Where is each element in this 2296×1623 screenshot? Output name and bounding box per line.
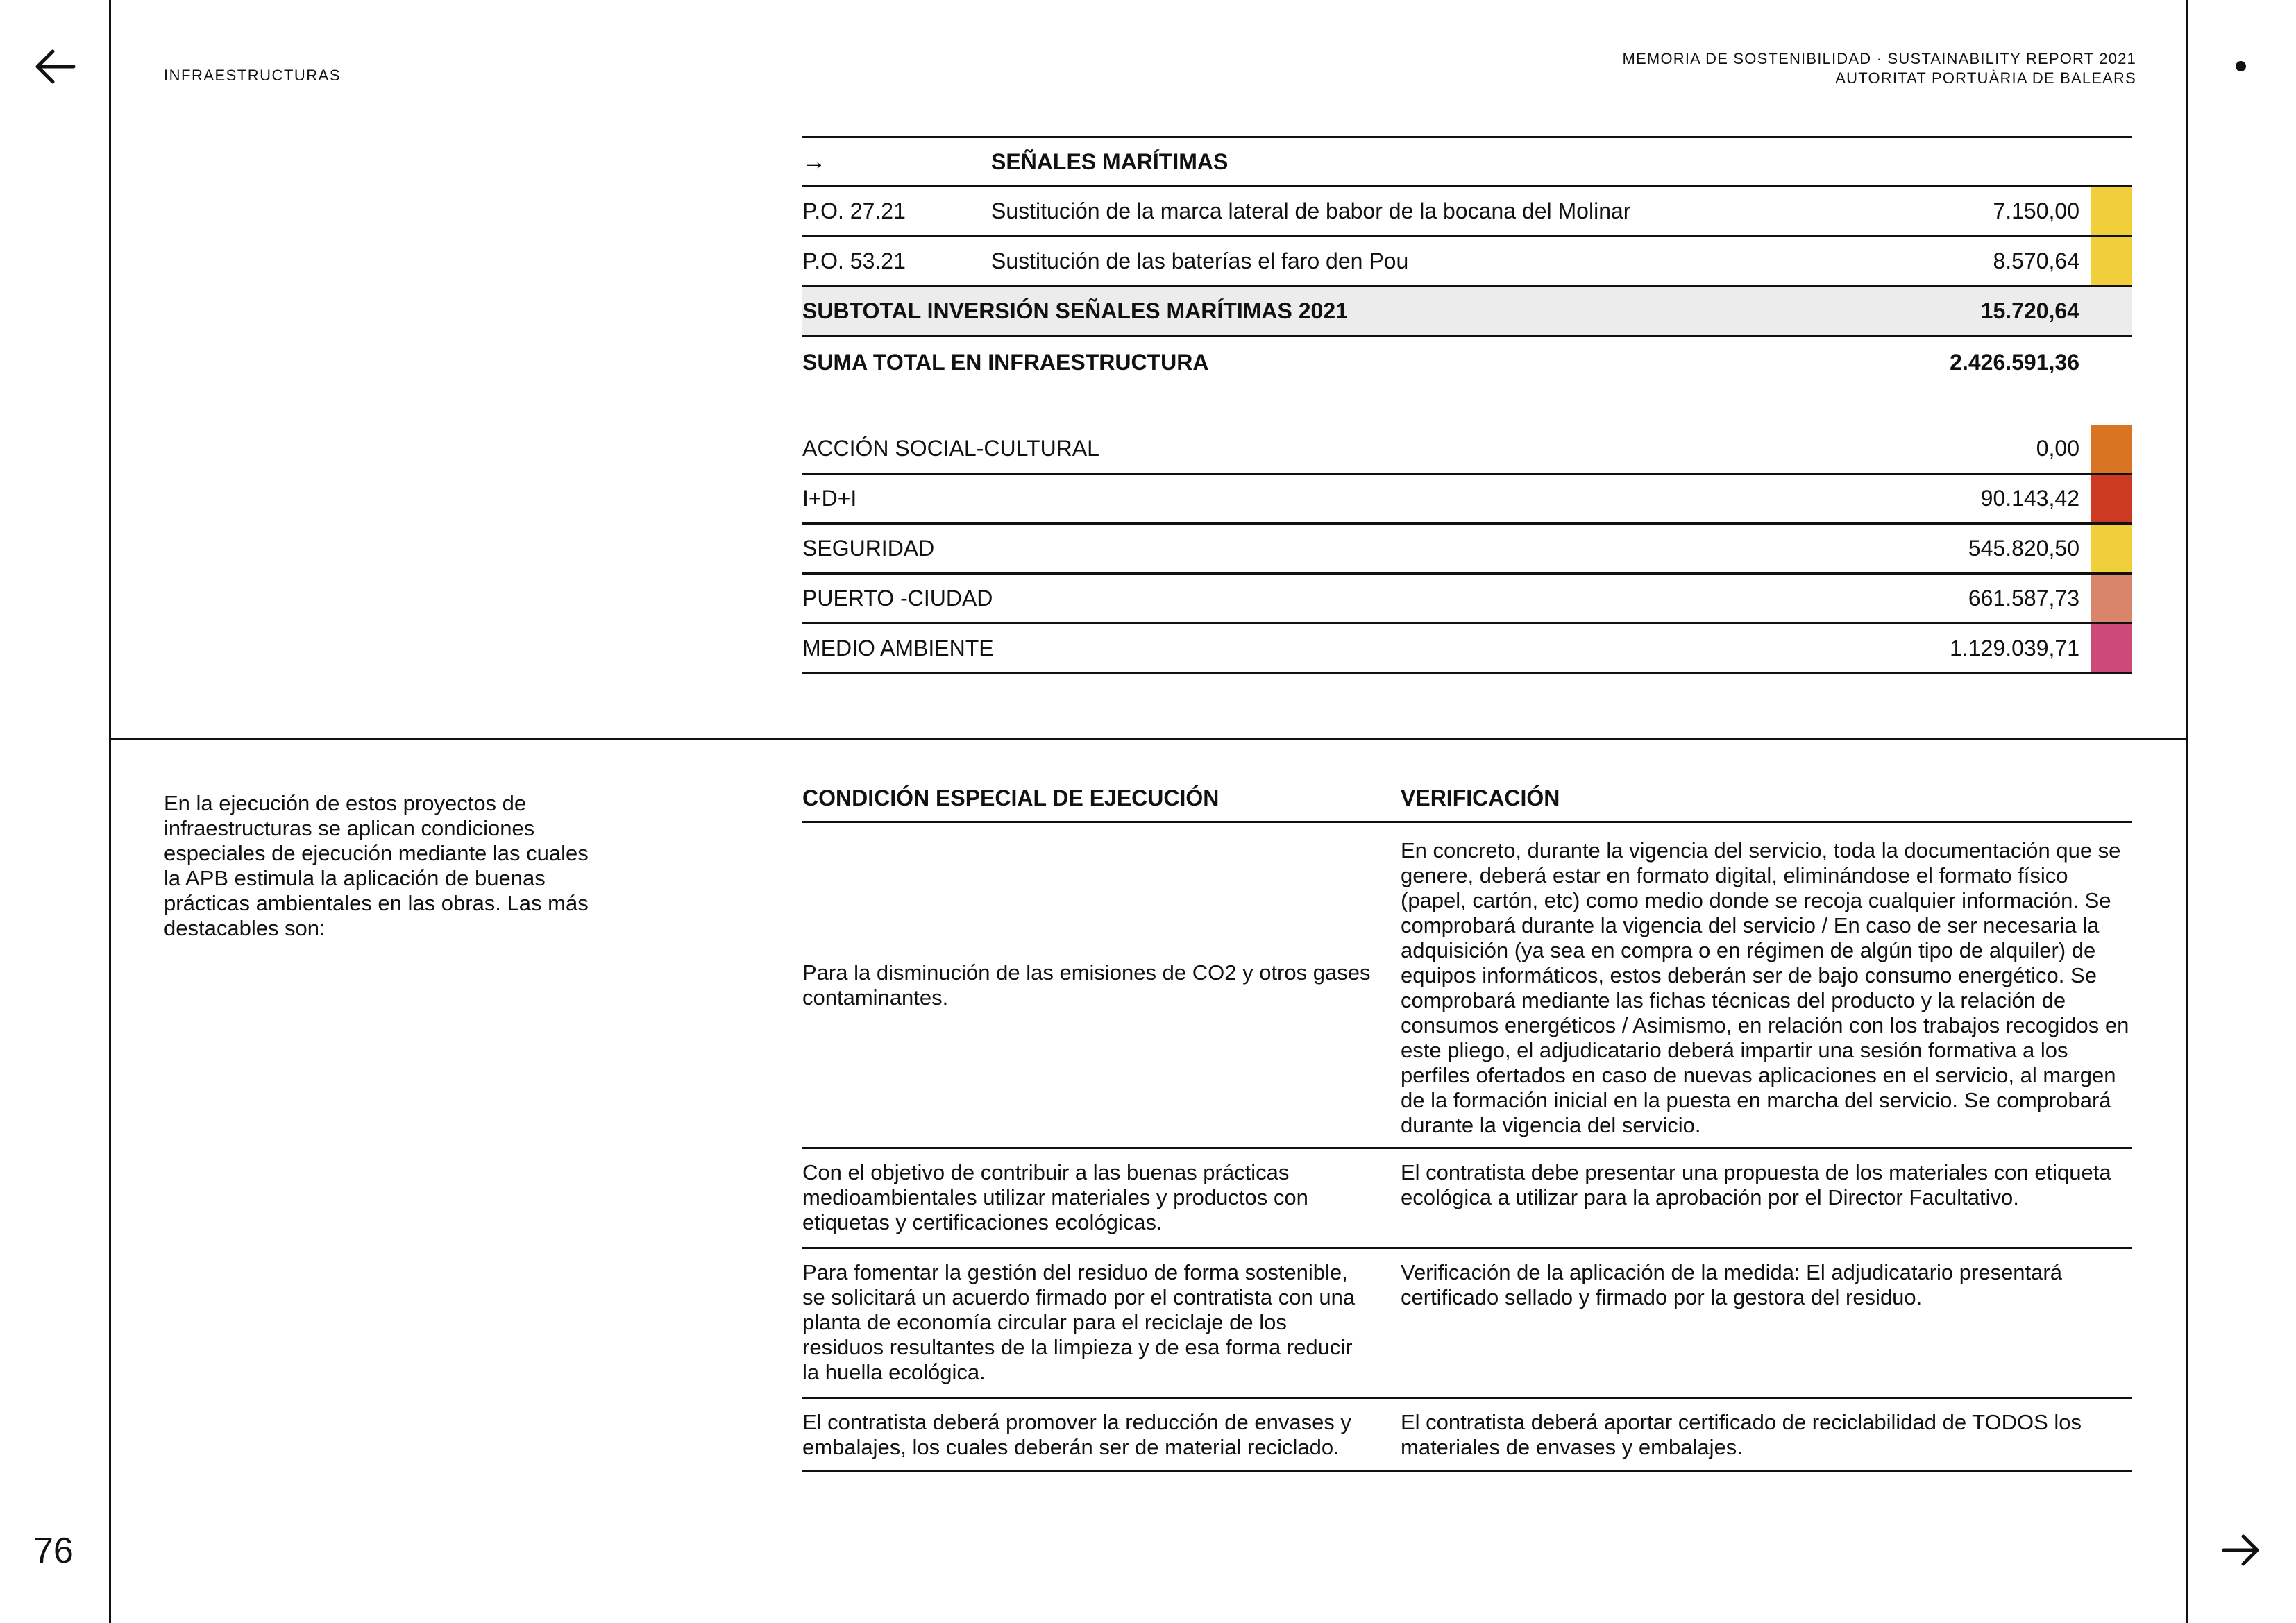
category-label: I+D+I — [802, 486, 857, 511]
left-margin-rule — [109, 0, 111, 1623]
verification-text: Verificación de la aplicación de la medida: El adjudicatario presentará certificado sellado y firmado por la gestora del residuo. — [1401, 1260, 2062, 1309]
project-amount: 8.570,64 — [1993, 248, 2079, 273]
condition-text: Con el objetivo de contribuir a las buenas prácticas medioambientales utilizar materiales y productos con etiquetas y certificaciones ecológicas. — [802, 1160, 1308, 1234]
section-title: INFRAESTRUCTURAS — [164, 67, 341, 84]
section-heading: SEÑALES MARÍTIMAS — [991, 148, 1229, 174]
category-value: 90.143,42 — [1980, 486, 2079, 511]
table-row — [802, 1149, 2132, 1249]
report-title: MEMORIA DE SOSTENIBILIDAD · SUSTAINABILITY REPORT 2021 — [1622, 50, 2136, 67]
conditions-header-row — [802, 776, 2132, 823]
category-color-swatch — [2091, 575, 2132, 622]
next-page-button[interactable] — [2221, 1532, 2261, 1568]
category-value: 661.587,73 — [1968, 586, 2079, 611]
category-value: 545.820,50 — [1968, 536, 2079, 561]
table-row — [802, 187, 2132, 237]
category-row — [802, 425, 2132, 475]
verification-column-header: VERIFICACIÓN — [1401, 785, 1560, 810]
project-amount: 7.150,00 — [1993, 198, 2079, 223]
category-color-swatch — [2091, 187, 2132, 235]
category-value: 1.129.039,71 — [1950, 636, 2079, 661]
condition-column-header: CONDICIÓN ESPECIAL DE EJECUCIÓN — [802, 785, 1219, 810]
category-label: ACCIÓN SOCIAL-CULTURAL — [802, 436, 1099, 461]
category-color-swatch — [2091, 624, 2132, 672]
arrow-left-icon — [33, 49, 76, 85]
verification-text: En concreto, durante la vigencia del servicio, toda la documentación que se genere, deberá estar en formato digital, eliminándose el formato físico (papel, cartón, etc) como medio donde se recoja cualquier información. Se comprobará durante la vigencia del servicio / En caso de ser necesaria la adquisición (ya sea en compra o en régimen de algún tipo de alquiler) de equipos informáticos, estos deberán ser de bajo consumo energético. Se comprobará mediante las fichas técnicas del producto y la relación de consumos energéticos / Asimismo, en relación con los trabajos recogidos en este pliego, el adjudicatario deberá impartir una sesión formativa a los perfiles ofertados en caso de nuevas aplicaciones en el servicio, al margen de la formación inicial en la puesta en marcha del servicio. Se comprobará durante la vigencia del servicio. — [1401, 838, 2129, 1137]
conditions-table — [802, 776, 2132, 1472]
category-label: MEDIO AMBIENTE — [802, 636, 994, 661]
page-number: 76 — [33, 1531, 74, 1571]
investment-table — [802, 136, 2132, 387]
total-row — [802, 337, 2132, 387]
total-value: 2.426.591,36 — [1950, 349, 2079, 375]
project-code: P.O. 53.21 — [802, 248, 906, 273]
category-totals-table — [802, 425, 2132, 674]
category-row — [802, 475, 2132, 525]
table-row — [802, 1399, 2132, 1472]
condition-text: El contratista deberá promover la reducción de envases y embalajes, los cuales deberán ser de material reciclado. — [802, 1410, 1351, 1459]
intro-paragraph: En la ejecución de estos proyectos de infraestructuras se aplican condiciones especiales de ejecución mediante las cuales la APB estimula la aplicación de buenas prácticas ambientales en las obras. Las más destacables son: — [164, 791, 589, 940]
table-row — [802, 237, 2132, 287]
project-description: Sustitución de la marca lateral de babor de la bocana del Molinar — [991, 198, 1631, 223]
subtotal-row — [802, 287, 2132, 337]
category-value: 0,00 — [2036, 436, 2079, 461]
category-color-swatch — [2091, 425, 2132, 473]
bullet-dot-icon — [2236, 61, 2246, 71]
verification-text: El contratista debe presentar una propuesta de los materiales con etiqueta ecológica a utilizar para la aprobación por el Director Facultativo. — [1401, 1160, 2111, 1209]
back-button[interactable] — [33, 49, 76, 85]
condition-text: Para la disminución de las emisiones de CO2 y otros gases contaminantes. — [802, 960, 1371, 1010]
table-row — [802, 823, 2132, 1149]
category-color-swatch — [2091, 237, 2132, 285]
report-organization: AUTORITAT PORTUÀRIA DE BALEARS — [1835, 69, 2136, 87]
project-code: P.O. 27.21 — [802, 198, 906, 223]
project-description: Sustitución de las baterías el faro den Pou — [991, 248, 1409, 273]
table-row — [802, 1249, 2132, 1399]
report-header — [1623, 49, 2136, 88]
total-label: SUMA TOTAL EN INFRAESTRUCTURA — [802, 349, 1209, 375]
subtotal-value: 15.720,64 — [1980, 298, 2079, 323]
verification-text: El contratista deberá aportar certificado de reciclabilidad de TODOS los materiales de envases y embalajes. — [1401, 1410, 2082, 1459]
category-label: PUERTO -CIUDAD — [802, 586, 993, 611]
category-row — [802, 575, 2132, 624]
table-header-row — [802, 136, 2132, 187]
category-color-swatch — [2091, 475, 2132, 522]
category-row — [802, 624, 2132, 674]
arrow-right-icon — [2221, 1532, 2261, 1568]
right-margin-rule — [2186, 0, 2188, 1623]
condition-text: Para fomentar la gestión del residuo de forma sostenible, se solicitará un acuerdo firmado por el contratista con una planta de economía circular para el reciclaje de los residuos resultantes de la limpieza y de esa forma reducir la huella ecológica. — [802, 1260, 1356, 1384]
category-color-swatch — [2091, 525, 2132, 572]
arrow-right-icon: → — [802, 148, 826, 175]
category-label: SEGURIDAD — [802, 536, 935, 561]
section-divider — [109, 738, 2188, 740]
category-row — [802, 525, 2132, 575]
subtotal-label: SUBTOTAL INVERSIÓN SEÑALES MARÍTIMAS 2021 — [802, 298, 1348, 323]
